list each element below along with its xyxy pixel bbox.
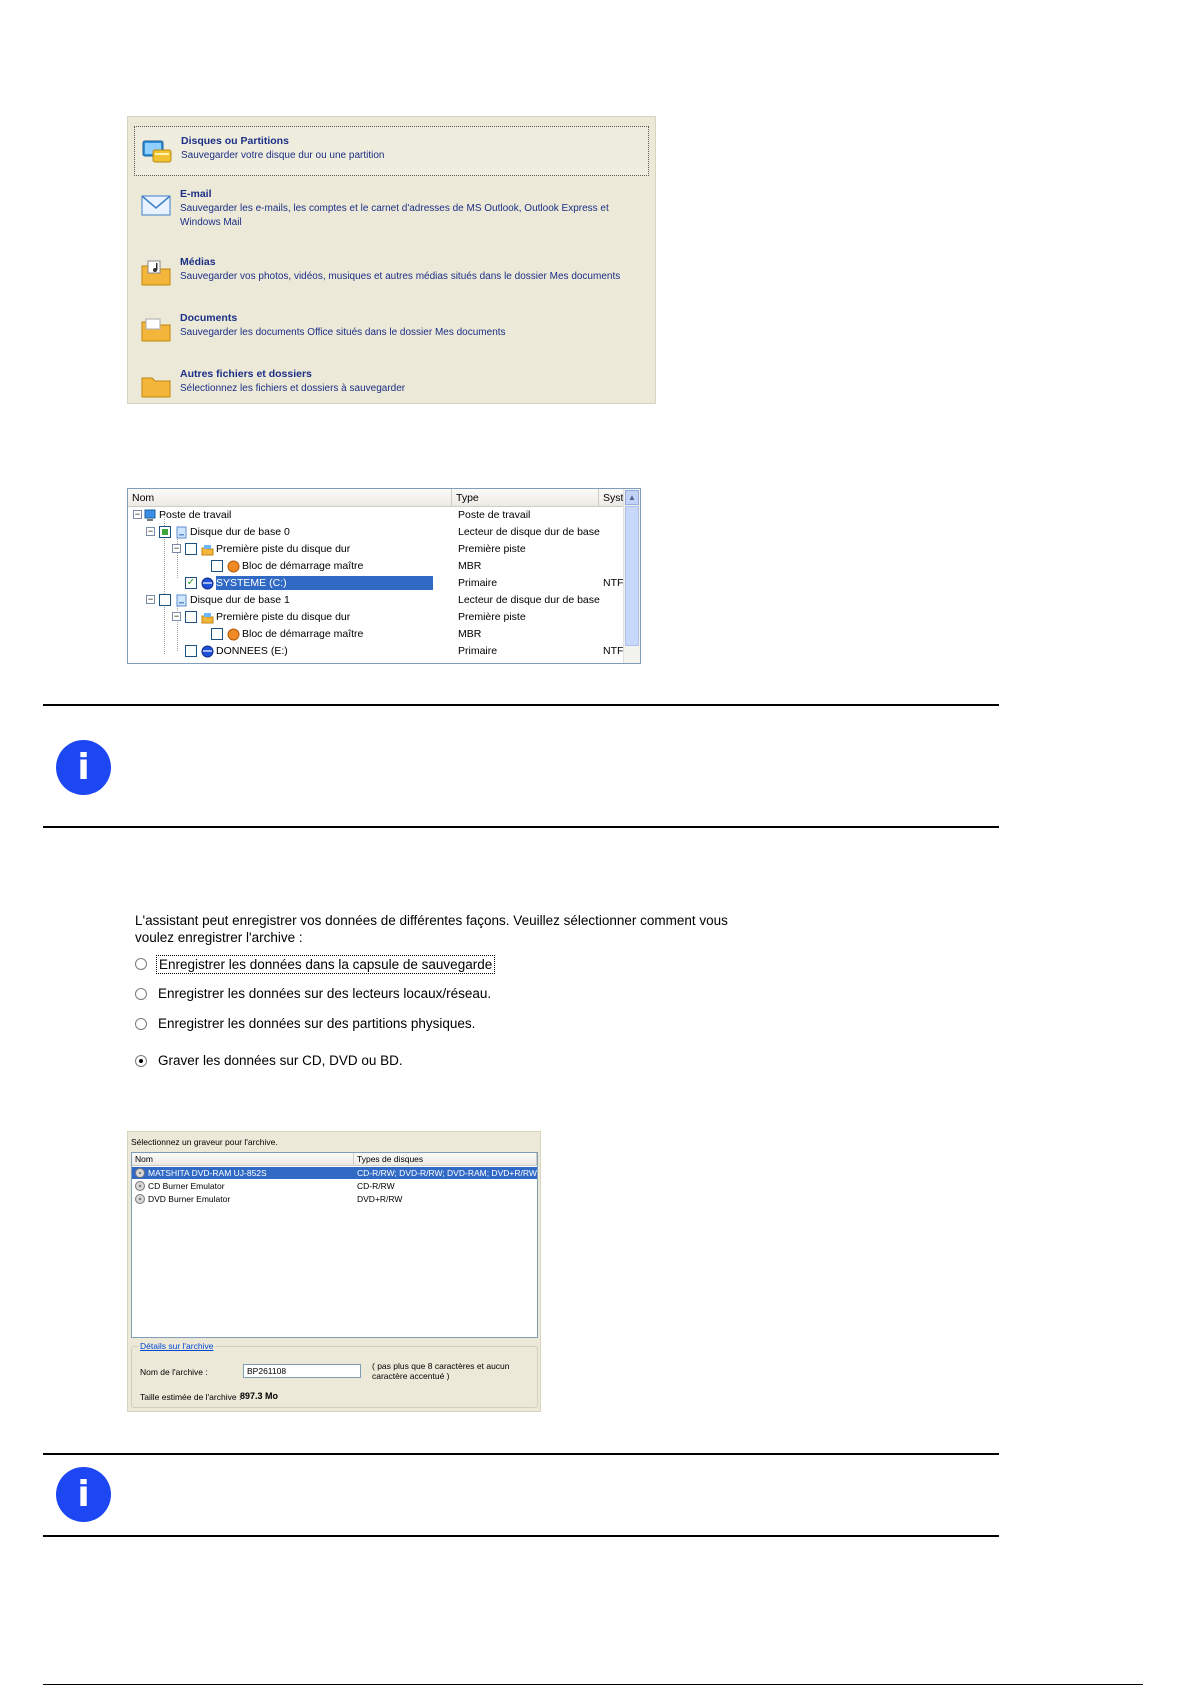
tree-row-type: Première piste [458,543,526,555]
burner-caption: Sélectionnez un graveur pour l'archive. [131,1137,278,1147]
object-description: Sauvegarder votre disque dur ou une partition [181,150,385,161]
disk-partition-icon [141,137,173,167]
tree-row[interactable] [128,558,623,575]
hard-disk-icon [175,594,188,607]
collapse-toggle[interactable]: − [147,594,154,604]
vertical-scrollbar[interactable] [623,489,640,663]
tree-row-name: DONNEES (E:) [216,645,288,657]
column-header-disc-types[interactable]: Types de disques [354,1153,537,1166]
documents-folder-icon [140,314,172,344]
tree-row-type: Primaire [458,577,498,589]
tree-row-type: Lecteur de disque dur de base [458,526,600,538]
tree-row-type: MBR [458,560,482,572]
computer-icon [144,509,157,522]
tree-row[interactable] [128,507,623,524]
tree-row-name: Disque dur de base 0 [190,526,290,538]
tree-row-type: Lecteur de disque dur de base [458,594,600,606]
burner-name: CD Burner Emulator [148,1181,225,1191]
partition-icon [201,645,214,658]
collapse-toggle[interactable]: − [173,611,180,621]
radio-button[interactable] [135,988,147,1000]
archive-size-label: Taille estimée de l'archive : [140,1392,242,1402]
scrollbar-thumb[interactable] [625,506,639,646]
burner-row[interactable] [132,1180,537,1192]
tree-row[interactable] [128,626,623,643]
disk-tree-view [127,488,641,664]
tree-checkbox[interactable] [159,526,171,538]
tree-checkbox[interactable] [211,628,223,640]
tree-checkbox[interactable] [159,594,171,606]
column-header-name[interactable]: Nom [128,489,452,507]
column-header-name[interactable]: Nom [132,1153,354,1166]
tree-row-name: Bloc de démarrage maître [242,628,364,640]
tree-row[interactable] [128,575,623,592]
archive-details-group [131,1341,538,1408]
info-icon: i [56,1467,111,1522]
tree-checkbox-checked[interactable]: ✓ [186,577,196,588]
tree-row-name: Bloc de démarrage maître [242,560,364,572]
collapse-toggle[interactable]: − [134,509,141,519]
backup-object-documents[interactable] [134,304,649,354]
collapse-toggle[interactable]: − [173,543,180,553]
object-description: Sauvegarder les e-mails, les comptes et le carnet d'adresses de MS Outlook, Outlook Express et Windows Mail [180,203,609,228]
object-description: Sauvegarder les documents Office situés dans le dossier Mes documents [180,327,506,338]
option-label: Enregistrer les données dans la capsule de sauvegarde [156,955,495,974]
column-header-type[interactable]: Type [452,489,599,507]
tree-row[interactable] [128,643,623,660]
first-track-icon [201,611,214,624]
tree-checkbox[interactable] [185,543,197,555]
tree-row-name: SYSTEME (C:) [216,576,433,590]
save-options-intro: L'assistant peut enregistrer vos données de différentes façons. Veuillez sélectionner comment vous voulez enregistrer l'archive : [135,913,728,945]
radio-button[interactable] [135,1018,147,1030]
tree-row-name: Première piste du disque dur [216,543,351,555]
scroll-up-arrow-icon[interactable]: ▲ [625,490,639,505]
tree-row[interactable] [128,609,623,626]
backup-object-email[interactable] [134,180,649,230]
tree-row-name: Poste de travail [159,509,232,521]
info-icon: i [56,740,111,795]
object-description: Sauvegarder vos photos, vidéos, musiques et autres médias situés dans le dossier Mes documents [180,271,621,282]
option-label: Enregistrer les données sur des partitions physiques. [158,1016,476,1031]
radio-button-selected[interactable] [135,1055,147,1067]
tree-row-type: Primaire [458,645,498,657]
backup-object-other-files[interactable] [134,360,649,410]
object-title: Documents [180,312,238,324]
option-label: Enregistrer les données sur des lecteurs locaux/réseau. [158,986,492,1001]
tree-row-system: NTF [603,577,624,589]
tree-row[interactable] [128,524,623,541]
disc-drive-icon [135,1181,145,1191]
tree-checkbox[interactable] [211,560,223,572]
backup-object-list [127,116,656,404]
first-track-icon [201,543,214,556]
boot-block-icon [227,628,240,641]
burner-row[interactable] [132,1193,537,1205]
tree-checkbox[interactable] [185,611,197,623]
disc-drive-icon [135,1194,145,1204]
collapse-toggle[interactable]: − [147,526,154,536]
object-title: E-mail [180,188,212,200]
column-header-system[interactable]: Syst [599,489,629,507]
burner-name: MATSHITA DVD-RAM UJ-852S [148,1168,267,1178]
disc-drive-icon [135,1168,145,1178]
tree-row-type: Poste de travail [458,509,531,521]
media-folder-icon [140,258,172,288]
tree-row-type: Première piste [458,611,526,623]
tree-row[interactable] [128,541,623,558]
burner-selection-panel [127,1131,541,1412]
burner-row[interactable] [132,1167,537,1179]
object-title: Autres fichiers et dossiers [180,368,312,380]
burner-name: DVD Burner Emulator [148,1194,231,1204]
archive-name-input[interactable]: BP261108 [243,1364,361,1378]
burner-disc-types: CD-R/RW [357,1181,395,1191]
backup-object-disks[interactable] [134,126,649,176]
archive-size-value: 897.3 Mo [240,1391,279,1401]
object-description: Sélectionnez les fichiers et dossiers à sauvegarder [180,383,406,394]
archive-name-hint: ( pas plus que 8 caractères et aucun caractère accentué ) [372,1361,510,1381]
burner-list [131,1152,538,1338]
archive-name-label: Nom de l'archive : [140,1367,208,1377]
tree-checkbox[interactable] [185,645,197,657]
folder-icon [140,370,172,400]
option-label: Graver les données sur CD, DVD ou BD. [158,1053,403,1068]
radio-button[interactable] [135,958,147,970]
burner-disc-types: CD-R/RW; DVD-R/RW; DVD-RAM; DVD+R/RW [357,1168,537,1178]
object-title: Disques ou Partitions [181,135,289,147]
envelope-icon [140,190,172,220]
archive-details-legend: Détails sur l'archive [140,1341,214,1351]
tree-row-system: NTF [603,645,624,657]
object-title: Médias [180,256,216,268]
backup-object-media[interactable] [134,248,649,298]
tree-row[interactable] [128,592,623,609]
info-note [43,1453,999,1537]
boot-block-icon [227,560,240,573]
burner-disc-types: DVD+R/RW [357,1194,403,1204]
tree-row-name: Première piste du disque dur [216,611,351,623]
tree-row-type: MBR [458,628,482,640]
partition-icon [201,577,214,590]
tree-row-name: Disque dur de base 1 [190,594,290,606]
info-note [43,704,999,828]
hard-disk-icon [175,526,188,539]
